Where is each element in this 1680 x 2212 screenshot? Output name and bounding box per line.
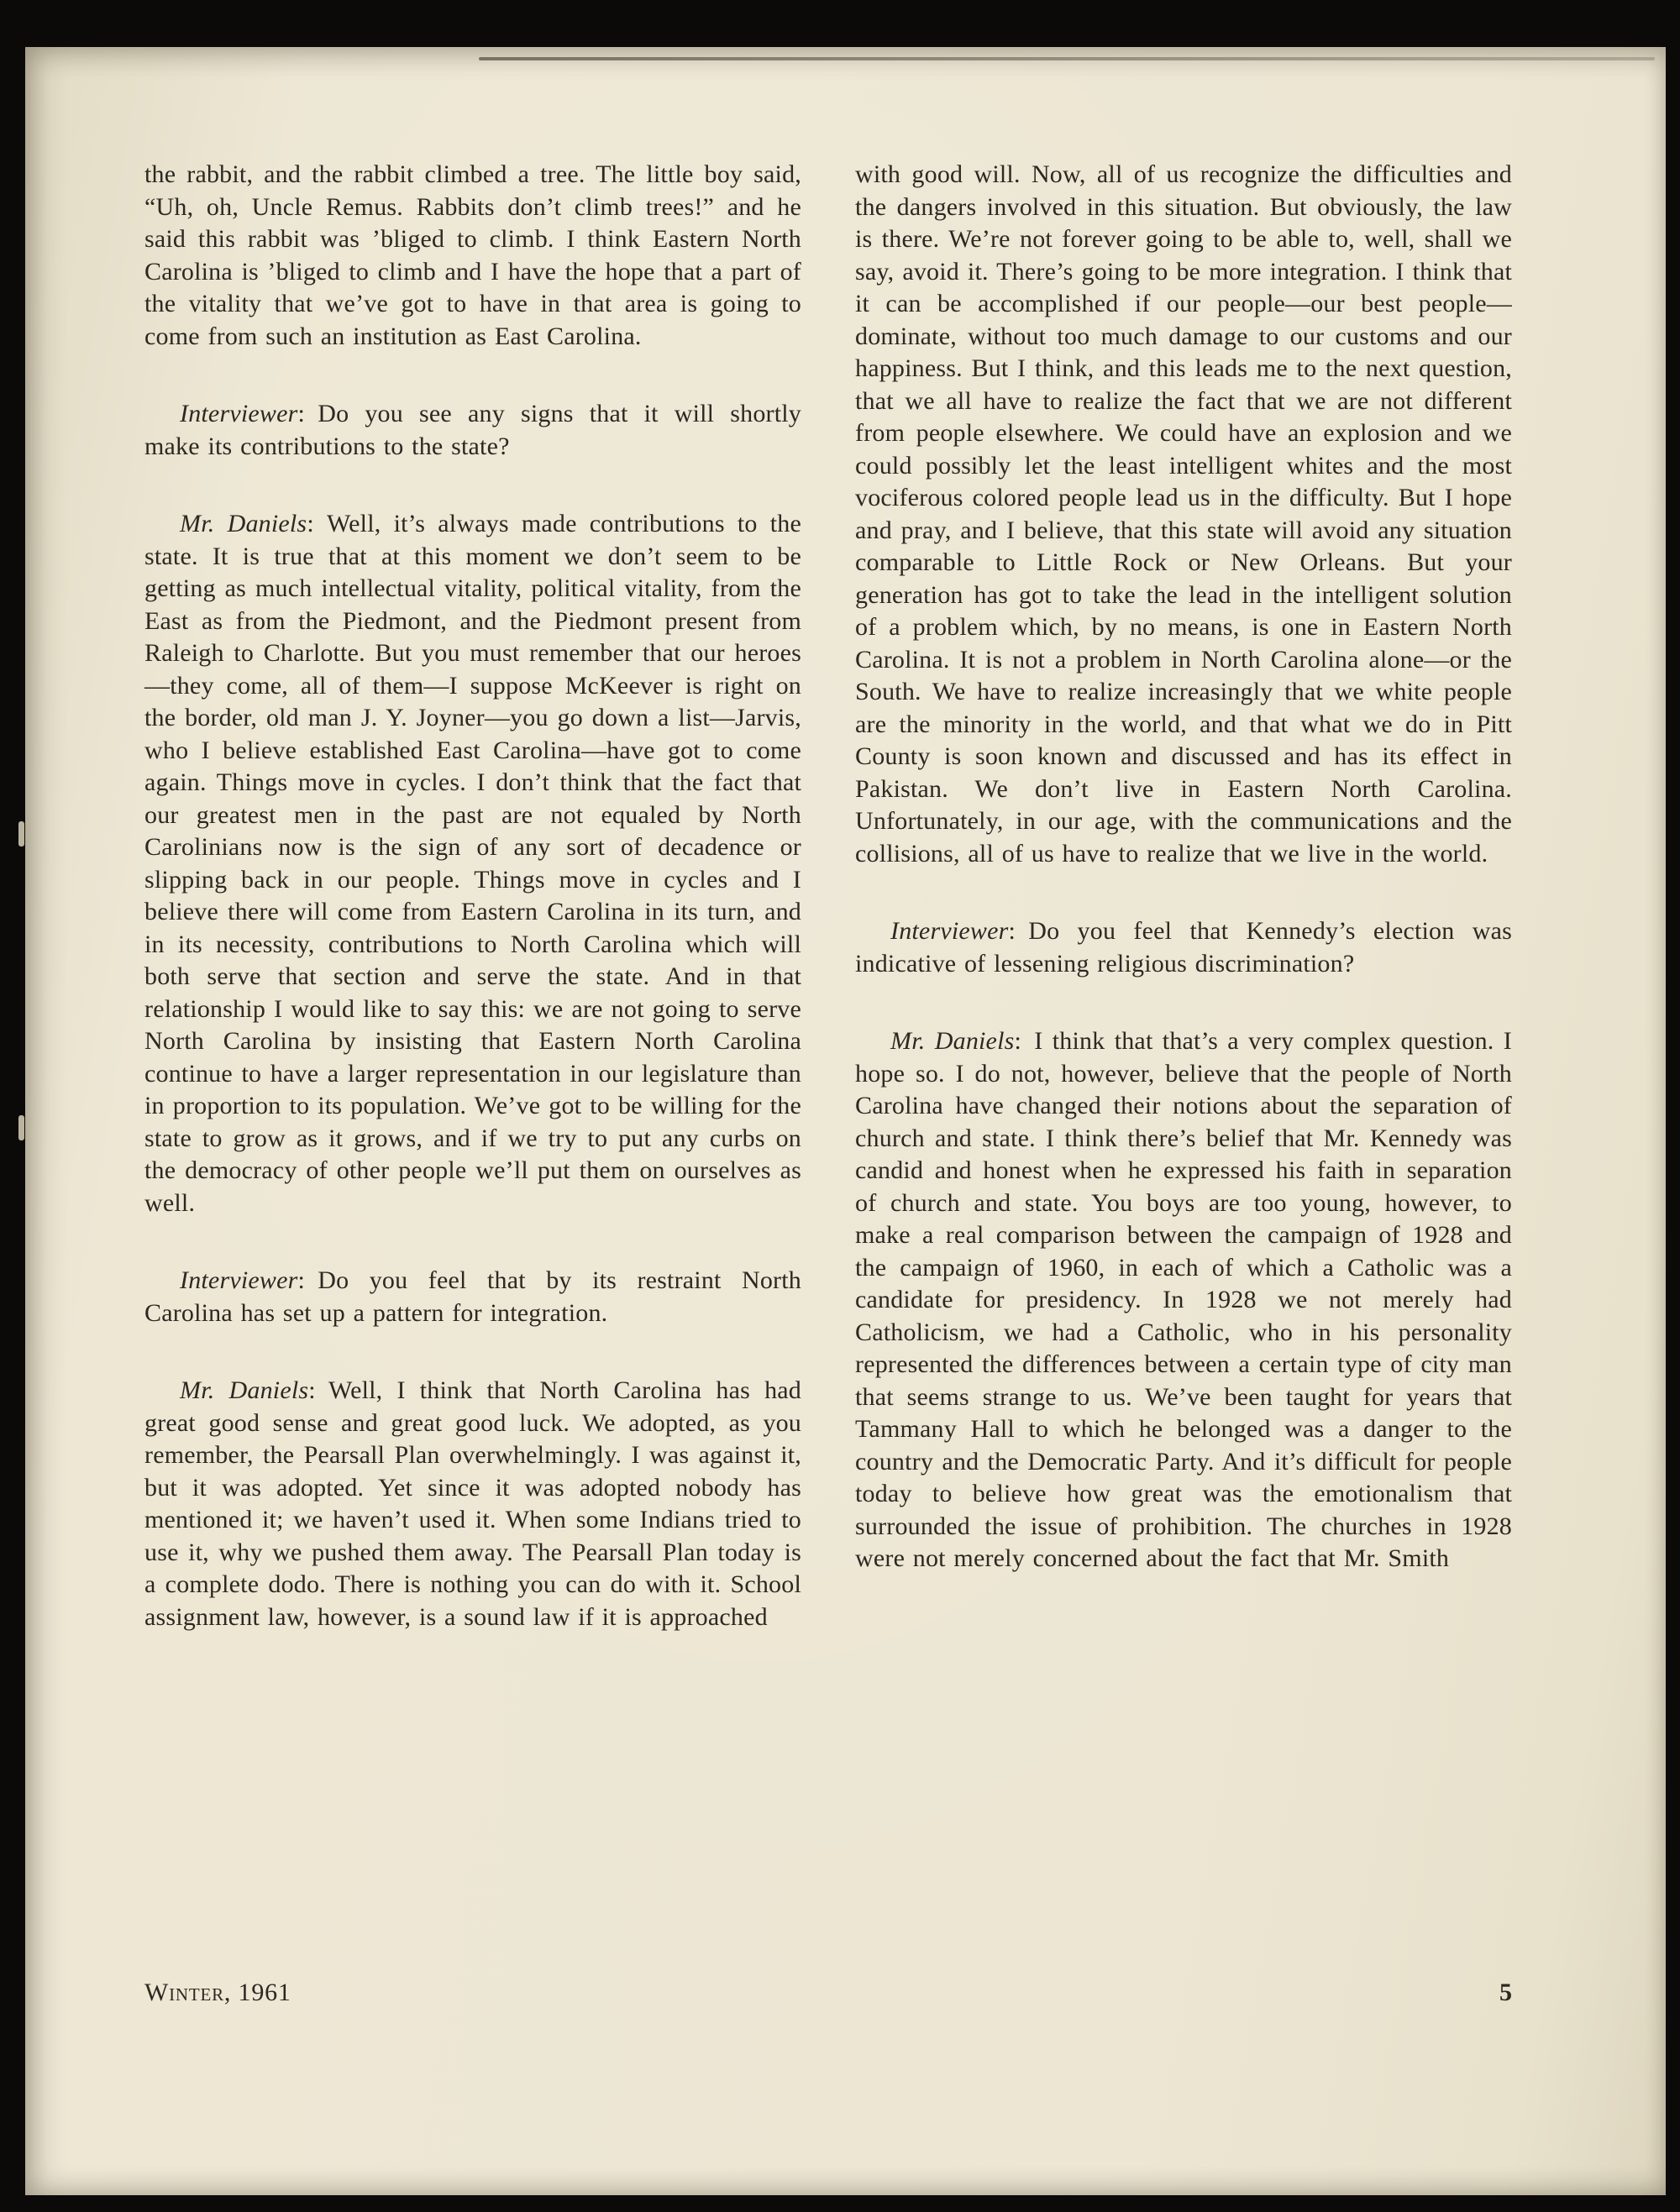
speaker-name: Mr. Daniels [180, 1376, 309, 1404]
continuation-paragraph: the rabbit, and the rabbit climbed a tree. The little boy said, “Uh, oh, Uncle Remus. Rabbits don’t climb trees!” and he said this rabbit was ’bliged to climb. I think Eastern North Carolina is ’bliged to climb and I have the hope that a part of the vitality that we’ve got to have in that area is going to come from such an institution as East Carolina. [144, 160, 801, 350]
left-text-column [144, 159, 801, 1633]
speaker-name: Mr. Daniels [180, 510, 307, 537]
dialogue-paragraph: Mr. Daniels: I think that that’s a very complex question. I hope so. I do not, however, believe that the people of North Carolina have changed their notions about the separation of church and state. I think there’s belief that Mr. Kennedy was candid and honest when he expressed his faith in separation of church and state. You boys are too young, however, to make a real comparison between the campaign of 1928 and the campaign of 1960, in each of which a Catholic was a candidate for presidency. In 1928 we not merely had Catholicism, we had a Catholic, who in his personality represented the differences between a certain type of city man that seems strange to us. We’ve been taught for years that Tammany Hall to which he belonged was a danger to the country and the Democratic Party. And it’s difficult for people today to believe how great was the emotionalism that surrounded the issue of prohibition. The churches in 1928 were not merely concerned about the fact that Mr. Smith [855, 1027, 1512, 1572]
speaker-name: Interviewer [180, 400, 298, 427]
footer-page-number: 5 [1499, 1979, 1512, 2006]
dialogue-paragraph: Interviewer: Do you feel that by its restraint North Carolina has set up a pattern for integration. [144, 1266, 801, 1327]
binding-staple-mark [18, 1115, 24, 1140]
speaker-name: Interviewer [180, 1266, 298, 1294]
binding-staple-mark [18, 821, 24, 847]
dialogue-paragraph: Mr. Daniels: Well, it’s always made contributions to the state. It is true that at this moment we don’t seem to be getting as much intellectual vitality, political vitality, from the East as from the Piedmont, and the Piedmont present from Raleigh to Charlotte. But you must remember that our heroes—they come, all of them—I suppose McKeever is right on the border, old man J. Y. Joyner—you go down a list—Jarvis, who I believe established East Carolina—have got to come again. Things move in cycles. I don’t think that the fact that our greatest men in the past are not equaled by North Carolinians now is the sign of any sort of decadence or slipping back in our people. Things move in cycles and I believe there will come from Eastern Carolina in its turn, and in its necessity, contributions to North Carolina which will both serve that section and serve the state. And in that relationship I would like to say this: we are not going to serve North Carolina by insisting that Eastern North Carolina continue to have a larger representation in our legislature than in proportion to its population. We’ve got to be willing for the state to grow as it grows, and if we try to put any curbs on the democracy of other people we’ll put them on ourselves as well. [144, 510, 801, 1217]
dialogue-paragraph: Mr. Daniels: Well, I think that North Carolina has had great good sense and great good luck. We adopted, as you remember, the Pearsall Plan overwhelmingly. I was against it, but it was adopted. Yet since it was adopted nobody has mentioned it; we haven’t used it. When some Indians tried to use it, why we pushed them away. The Pearsall Plan today is a complete dodo. There is nothing you can do with it. School assignment law, however, is a sound law if it is approached [144, 1376, 801, 1631]
continuation-paragraph: with good will. Now, all of us recognize the difficulties and the dangers involved in this situation. But obviously, the law is there. We’re not forever going to be able to, well, shall we say, avoid it. There’s going to be more integration. I think that it can be accomplished if our people—our best people—dominate, without too much damage to our customs and our happiness. But I think, and this leads me to the next question, that we all have to realize the fact that we are not different from people elsewhere. We could have an explosion and we could possibly let the least intelligent whites and the most vociferous colored people lead us in the difficulty. But I hope and pray, and I believe, that this state will avoid any situation comparable to Little Rock or New Orleans. But your generation has got to take the lead in the intelligent solution of a problem which, by no means, is one in Eastern North Carolina. It is not a problem in North Carolina alone—or the South. We have to realize increasingly that we white people are the minority in the world, and that what we do in Pitt County is soon known and discussed and has its effect in Pakistan. We don’t live in Eastern North Carolina. Unfortunately, in our age, with the communications and the collisions, all of us have to realize that we live in the world. [855, 160, 1512, 868]
speaker-name: Mr. Daniels [890, 1027, 1015, 1055]
right-text-column [855, 159, 1512, 1575]
magazine-page [25, 47, 1666, 2195]
dialogue-paragraph: Interviewer: Do you feel that Kennedy’s election was indicative of lessening religious discrimination? [855, 917, 1512, 978]
footer-issue-date: Winter, 1961 [144, 1979, 291, 2006]
dialogue-paragraph: Interviewer: Do you see any signs that it will shortly make its contributions to the state? [144, 400, 801, 460]
page-top-edge-shadow [479, 57, 1655, 60]
speaker-name: Interviewer [890, 917, 1009, 945]
